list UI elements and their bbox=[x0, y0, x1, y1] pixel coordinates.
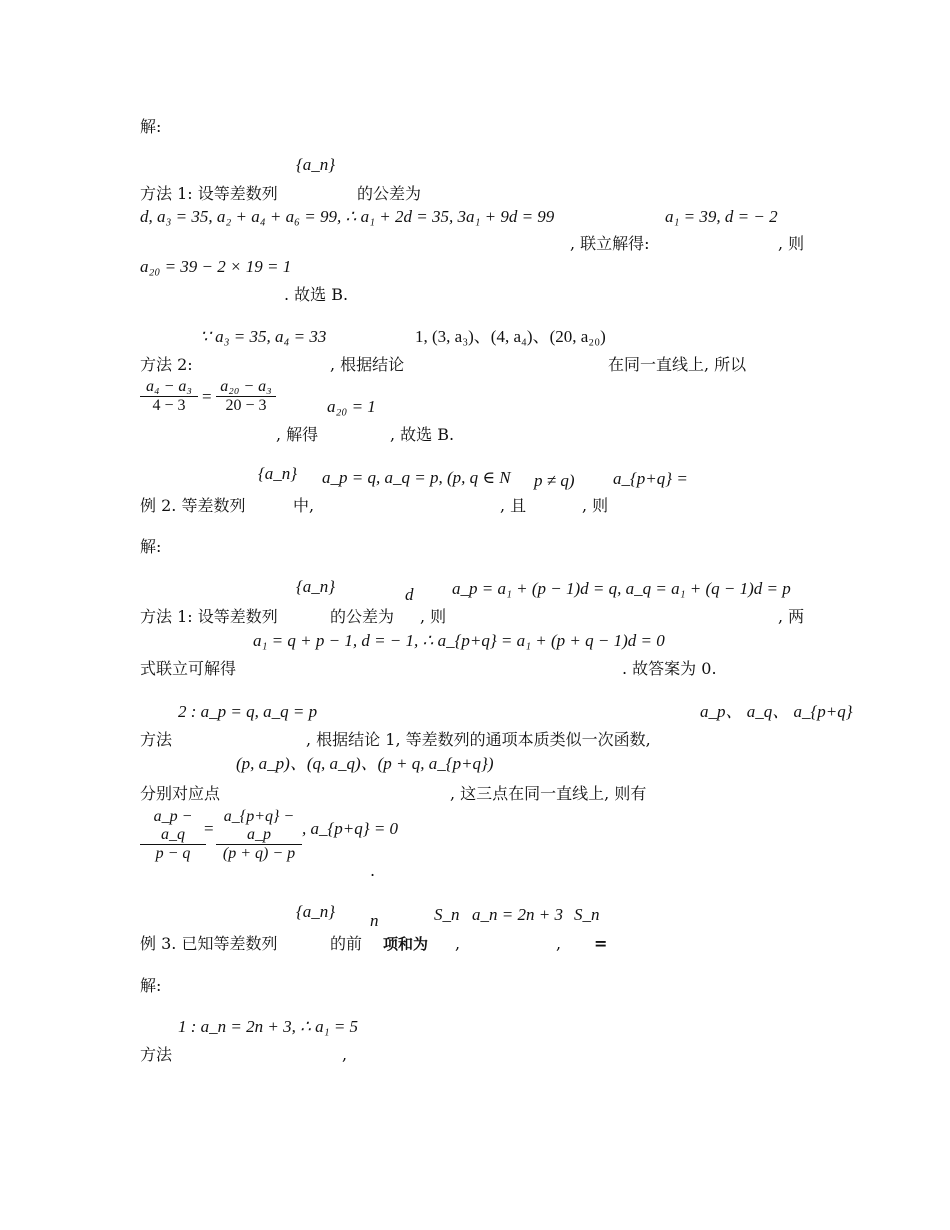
method1-solution: a₁ = 39, d = − 2 bbox=[665, 207, 778, 226]
ex2-m2-fenbie: 分别对应点 bbox=[140, 784, 221, 803]
ex2-m1-lianli: 式联立可解得 bbox=[140, 659, 237, 678]
ex2-m1-d: d bbox=[405, 585, 414, 604]
method2-condition: ∵ a₃ = 35, a₄ = 33 bbox=[200, 327, 327, 346]
ex3-comma-2: , bbox=[556, 934, 562, 953]
method1-a20: a₂₀ = 39 − 2 × 19 = 1 bbox=[140, 257, 292, 276]
ex3-m1-comma: , bbox=[342, 1045, 348, 1064]
ex2-m2-genju: , 根据结论 1, 等差数列的通项本质类似一次函数, bbox=[306, 730, 651, 749]
ex3-comma-1: , bbox=[455, 934, 461, 953]
ex2-m1-gongcha: 的公差为 bbox=[330, 607, 395, 626]
equals-sign-2: = bbox=[204, 819, 214, 838]
ex2-m2-condition: 2 : a_p = q, a_q = p bbox=[178, 702, 318, 721]
method2-label: 方法 2: bbox=[140, 355, 193, 374]
method2-points: 1, (3, a₃)、(4, a₄)、(20, a₂₀) bbox=[415, 327, 606, 346]
ex3-equals: = bbox=[594, 934, 608, 953]
ex2-m1-answer: . 故答案为 0. bbox=[622, 659, 717, 678]
ex2-m2-terms: a_p、 a_q、 a_{p+q} bbox=[700, 702, 853, 721]
ex2-m1-liang: , 两 bbox=[778, 607, 805, 626]
ex3-m1-formula: 1 : a_n = 2n + 3, ∴ a₁ = 5 bbox=[178, 1017, 359, 1036]
ex3-sequence-symbol: {a_n} bbox=[296, 902, 336, 921]
method2-fraction-2: $\frac{\text{a₂₀ − a₃}}{20 - 3}$ bbox=[216, 378, 276, 415]
method1-guxuan: . 故选 B. bbox=[284, 285, 349, 304]
ex2-m1-equations: a_p = a₁ + (p − 1)d = q, a_q = a₁ + (q − 1)d = p bbox=[452, 579, 791, 598]
ex3-label: 例 3. 已知等差数列 bbox=[140, 934, 278, 953]
equals-sign: = bbox=[202, 387, 212, 406]
method1-ze: , 则 bbox=[778, 234, 805, 253]
ex3-n: n bbox=[370, 911, 379, 930]
solution-heading: 解: bbox=[140, 117, 162, 136]
method2-guxuan: , 故选 B. bbox=[390, 425, 455, 444]
ex2-m2-fraction-2: $\frac{a\_\{p+q\} - a\_p}{(p + q) - p}$ bbox=[216, 808, 302, 863]
ex2-m1-ze: , 则 bbox=[420, 607, 447, 626]
ex2-m2-dot: . bbox=[370, 861, 376, 880]
ex3-qian: 的前 bbox=[330, 934, 363, 953]
method2-fraction-1: $\frac{\text{a₄ − a₃}}{4 - 3}$ bbox=[140, 378, 198, 415]
ex2-m1-solution: a₁ = q + p − 1, d = − 1, ∴ a_{p+q} = a₁ + (p + q − 1)d = 0 bbox=[253, 631, 665, 650]
ex3-m1-label: 方法 bbox=[140, 1045, 173, 1064]
ex2-m1-label: 方法 1: 设等差数列 bbox=[140, 607, 278, 626]
ex2-ze: , 则 bbox=[582, 496, 609, 515]
ex2-target: a_{p+q} = bbox=[613, 469, 688, 488]
method1-conditions: d, a₃ = 35, a₂ + a₄ + a₆ = 99, ∴ a₁ + 2d = 35, 3a₁ + 9d = 99 bbox=[140, 207, 555, 226]
ex2-m2-points: (p, a_p)、(q, a_q)、(p + q, a_{p+q}) bbox=[236, 754, 494, 773]
method2-jiede: , 解得 bbox=[276, 425, 319, 444]
ex3-Sn: S_n bbox=[434, 905, 460, 924]
method1-lianli: , 联立解得: bbox=[570, 234, 650, 253]
ex2-m2-label: 方法 bbox=[140, 730, 173, 749]
ex2-m1-sequence: {a_n} bbox=[296, 577, 336, 596]
method1-gongcha: 的公差为 bbox=[357, 184, 422, 203]
ex2-m2-result: , a_{p+q} = 0 bbox=[302, 819, 399, 838]
ex2-neq: p ≠ q) bbox=[534, 471, 575, 490]
ex2-m2-fraction-1: $\frac{a\_p - a\_q}{p - q}$ bbox=[140, 808, 206, 863]
method1-label: 方法 1: 设等差数列 bbox=[140, 184, 278, 203]
ex2-sequence-symbol: {a_n} bbox=[258, 464, 298, 483]
ex3-an: a_n = 2n + 3 bbox=[472, 905, 563, 924]
ex2-label: 例 2. 等差数列 bbox=[140, 496, 246, 515]
method2-a20: a₂₀ = 1 bbox=[327, 397, 376, 416]
sequence-symbol: {a_n} bbox=[296, 155, 336, 174]
solution-heading-3: 解: bbox=[140, 976, 162, 995]
ex2-m2-sandian: , 这三点在同一直线上, 则有 bbox=[450, 784, 647, 803]
ex2-conditions: a_p = q, a_q = p, (p, q ∈ N bbox=[322, 468, 511, 487]
method2-genju: , 根据结论 bbox=[330, 355, 405, 374]
solution-heading-2: 解: bbox=[140, 537, 162, 556]
ex3-xiang: 项和为 bbox=[383, 935, 429, 953]
ex2-zhong: 中, bbox=[293, 496, 315, 515]
ex2-qie: , 且 bbox=[500, 496, 527, 515]
ex3-Sn-target: S_n bbox=[574, 905, 600, 924]
method2-tongyi: 在同一直线上, 所以 bbox=[608, 355, 747, 374]
